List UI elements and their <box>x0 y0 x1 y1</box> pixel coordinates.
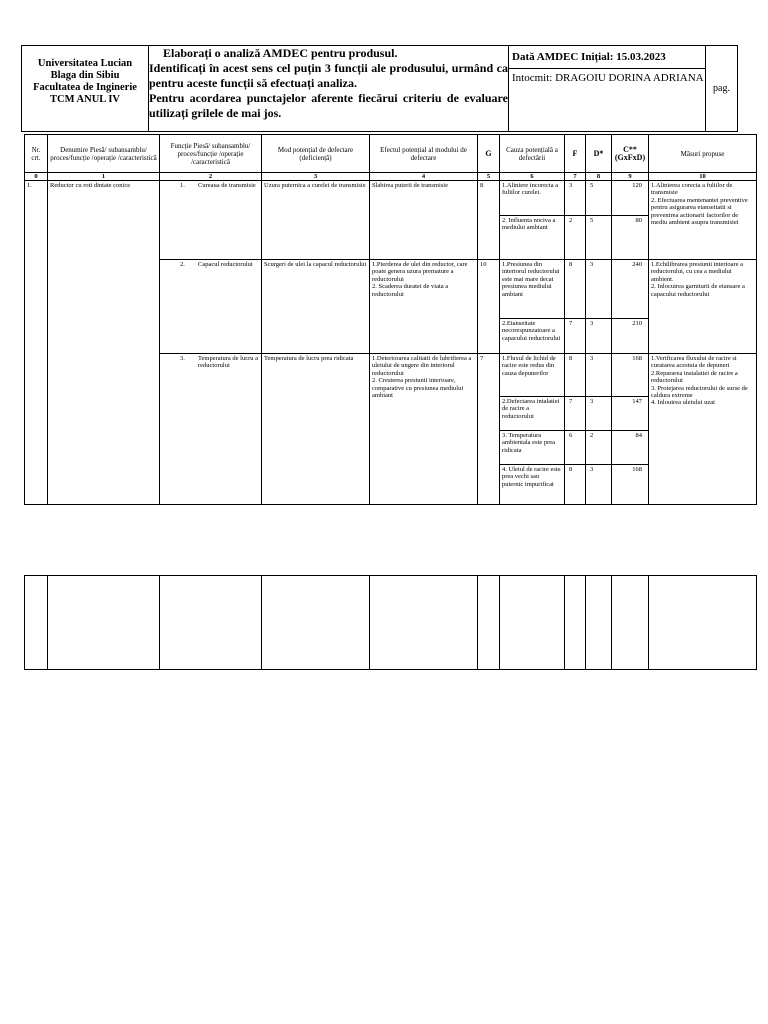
faculty-line: Facultatea de Inginerie <box>33 82 137 93</box>
column-number: 4 <box>370 173 478 181</box>
criticality-c: 168 <box>612 354 649 397</box>
column-number: 0 <box>25 173 48 181</box>
header-c: C** (GxFxD) <box>612 135 649 173</box>
empty-cell <box>370 576 478 670</box>
detection-d: 3 <box>586 354 612 397</box>
column-number: 8 <box>586 173 612 181</box>
year-line: TCM ANUL IV <box>49 94 120 105</box>
column-number: 9 <box>612 173 649 181</box>
empty-cell <box>649 576 757 670</box>
cause: 1.Aliniere incorecta a fuliilor curelei. <box>500 181 565 216</box>
university-line: Blaga din Sibiu <box>50 70 120 81</box>
function-name: Temperatura de lucru a reductorului <box>198 355 258 370</box>
occurrence-f: 2 <box>565 216 586 260</box>
detection-d: 3 <box>586 319 612 354</box>
criticality-c: 210 <box>612 319 649 354</box>
detection-d: 3 <box>586 397 612 431</box>
proposed-measures: 1.Verificarea fluxului de racire si curatarea acestuia de depuneri 2.Repararea instalatiei de racire a reductorului 3. Protejarea reductorului de surse de caldura extreme 4. Inlouirea uleiului uzat <box>649 354 757 505</box>
column-number: 1 <box>48 173 160 181</box>
empty-cell <box>160 576 262 670</box>
column-number: 2 <box>160 173 262 181</box>
detection-d: 5 <box>586 216 612 260</box>
empty-cell <box>48 576 160 670</box>
empty-cell <box>612 576 649 670</box>
empty-cell <box>262 576 370 670</box>
failure-mode: Uzura puternica a curelei de transmisie <box>262 181 370 260</box>
header-measures: Măsuri propuse <box>649 135 757 173</box>
criticality-c: 80 <box>612 216 649 260</box>
university-cell <box>22 46 149 132</box>
cause: 2.Etanseitate necorespunzatoare a capacului reductorului <box>500 319 565 354</box>
cause: 1.Presiunea din interiorul reductorului este mai mare decat presiunea mediului ambiant <box>500 260 565 319</box>
header-effect: Efectul potențial al modului de defectare <box>370 135 478 173</box>
header-table <box>21 45 738 132</box>
failure-effect: 1.Deteriorarea calitatii de lubrifierea a uleiului de ungere din interiorul reductorului 2. Cresterea presiunii interioare, comparative cu presiunea mediului ambiant <box>370 354 478 505</box>
criticality-c: 168 <box>612 465 649 505</box>
header-g: G <box>478 135 500 173</box>
column-number: 7 <box>565 173 586 181</box>
detection-d: 3 <box>586 465 612 505</box>
function-nr: 2. <box>180 261 185 268</box>
date-author-cell <box>509 46 706 132</box>
function-nr: 3. <box>180 355 185 362</box>
occurrence-f: 7 <box>565 319 586 354</box>
proposed-measures: 1.Echilibrarea presiunii interioare a reductorului, cu cea a mediului ambient. 2. Inlocuirea garniturii de etansare a capacului reductorului <box>649 260 757 354</box>
empty-cell <box>25 576 48 670</box>
empty-cell <box>586 576 612 670</box>
severity-g: 8 <box>478 181 500 260</box>
empty-continuation-table <box>24 575 757 670</box>
criticality-c: 240 <box>612 260 649 319</box>
detection-d: 5 <box>586 181 612 216</box>
header-piece: Denumire Piesă/ subansamblu/ proces/funcție /operație /caracteristică <box>48 135 160 173</box>
empty-cell <box>565 576 586 670</box>
occurrence-f: 7 <box>565 397 586 431</box>
severity-g: 7 <box>478 354 500 505</box>
author: Intocmit: DRAGOIU DORINA ADRIANA <box>512 72 704 84</box>
amdec-table <box>24 134 757 505</box>
instructions-cell <box>149 46 509 132</box>
instruction-line: Pentru acordarea punctajelor aferente fiecărui criteriu de evaluare utilizați grilele de mai jos. <box>149 91 508 120</box>
detection-d: 2 <box>586 431 612 465</box>
column-number: 3 <box>262 173 370 181</box>
cause: 2. Influenta nociva a mediului ambiant <box>500 216 565 260</box>
occurrence-f: 8 <box>565 354 586 397</box>
criticality-c: 120 <box>612 181 649 216</box>
header-d: D* <box>586 135 612 173</box>
instruction-line: Identificați în acest sens cel puțin 3 funcții ale produsului, urmând ca pentru aceste funcții să efectuați analiza. <box>149 61 508 90</box>
function-cell <box>160 354 262 505</box>
university-line: Universitatea Lucian <box>37 58 133 69</box>
amdec-date: Dată AMDEC Inițial: 15.03.2023 <box>509 46 705 69</box>
empty-cell <box>500 576 565 670</box>
failure-effect: Slabirea puterii de transmisie <box>370 181 478 260</box>
header-function: Funcție Piesă/ subansamblu/ proces/funcție /operație /caracteristică <box>160 135 262 173</box>
page-label: pag. <box>706 46 738 132</box>
empty-cell <box>478 576 500 670</box>
failure-effect: 1.Pierderea de ulei din reductor, care poate genera uzura premature a reductorului 2. Scaderea duratei de viata a reductorului <box>370 260 478 354</box>
header-nr: Nr. crt. <box>25 135 48 173</box>
severity-g: 10 <box>478 260 500 354</box>
header-cause: Cauza potențială a defectării <box>500 135 565 173</box>
cause: 2.Defectarea intalatiei de racire a reductorului <box>500 397 565 431</box>
product-name: Reductor cu roti dintate conice <box>48 181 160 505</box>
column-number: 5 <box>478 173 500 181</box>
function-cell <box>160 260 262 354</box>
occurrence-f: 8 <box>565 465 586 505</box>
cause: 4. Uleiul de racire este prea vechi sau puternic impurificat <box>500 465 565 505</box>
column-number: 10 <box>649 173 757 181</box>
criticality-c: 84 <box>612 431 649 465</box>
proposed-measures: 1.Alinierea corecta a fuliilor de transmisie 2. Efectuarea mentenantei preventive pentru asigurarea etanseitatii si prevenirea actionarii factorilor de mediu ambient asupra transmisiei <box>649 181 757 260</box>
function-nr: 1. <box>180 182 185 189</box>
row-nr: 1. <box>25 181 48 505</box>
column-number: 6 <box>500 173 565 181</box>
header-mode: Mod potențial de defectare (deficiență) <box>262 135 370 173</box>
cause: 1.Fluxul de lichid de racire este redus din cauza depunerilor <box>500 354 565 397</box>
occurrence-f: 8 <box>565 260 586 319</box>
header-f: F <box>565 135 586 173</box>
detection-d: 3 <box>586 260 612 319</box>
function-name: Cureaua de transmisie <box>198 182 256 189</box>
instruction-line: Elaborați o analiză AMDEC pentru produsul. <box>163 46 398 60</box>
cause: 3. Temperatura ambientala este prea ridicata <box>500 431 565 465</box>
function-cell <box>160 181 262 260</box>
function-name: Capacul reductorului <box>198 261 253 268</box>
occurrence-f: 6 <box>565 431 586 465</box>
criticality-c: 147 <box>612 397 649 431</box>
failure-mode: Scurgeri de ulei la capacul reductorului <box>262 260 370 354</box>
failure-mode: Temperatura de lucru prea ridicata <box>262 354 370 505</box>
occurrence-f: 3 <box>565 181 586 216</box>
